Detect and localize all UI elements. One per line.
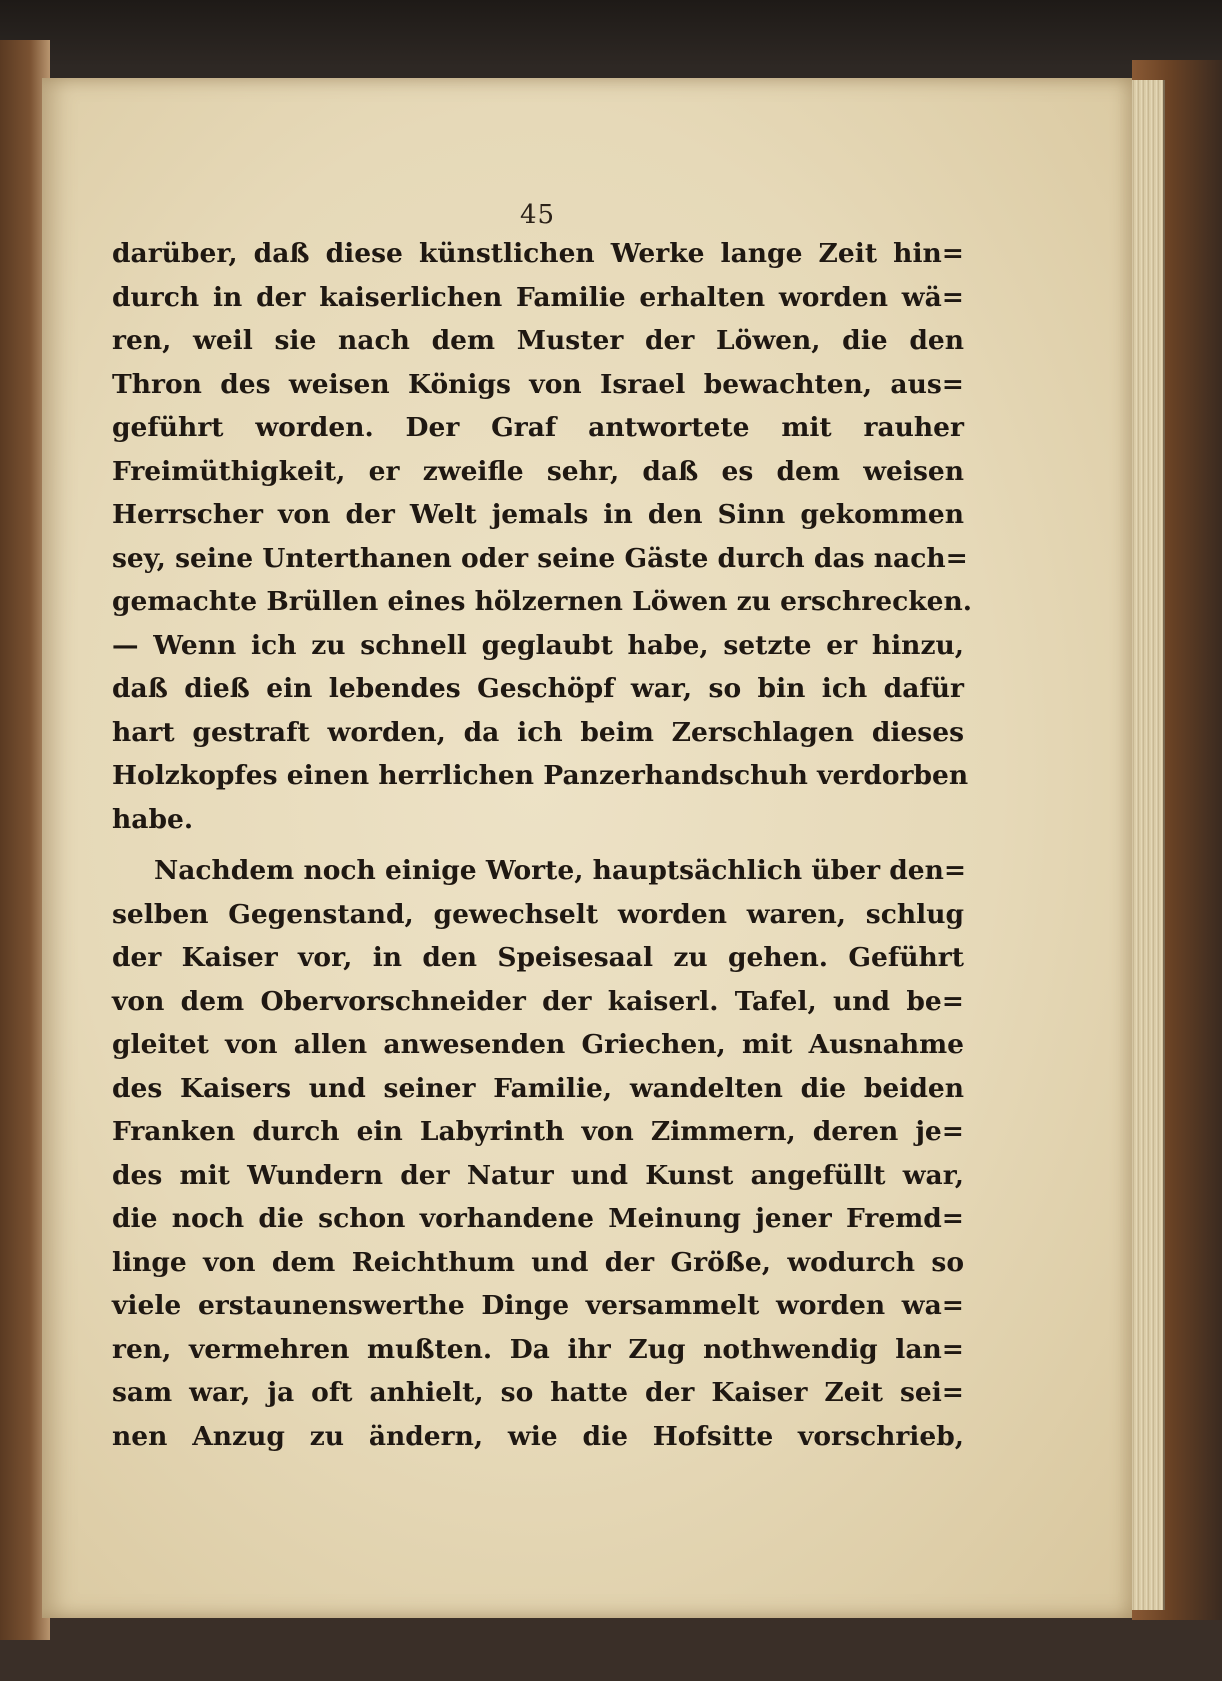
text-line: ren, weil sie nach dem Muster der Löwen, die den [112,325,964,356]
text-line: Holzkopfes einen herrlichen Panzerhandschuh verdorben [112,760,969,791]
text-line: von dem Obervorschneider der kaiserl. Tafel, und be= [112,985,964,1017]
text-line: durch in der kaiserlichen Familie erhalten worden wä= [112,281,964,313]
text-line: habe. [112,803,194,835]
text-line: Nachdem noch einige Worte, hauptsächlich über den= [154,855,967,886]
text-line: des mit Wundern der Natur und Kunst angefüllt war, [112,1159,964,1191]
paragraph-2 [112,849,967,1458]
text-line: sey, seine Unterthanen oder seine Gäste durch das nach= [112,542,968,574]
text-line: Franken durch ein Labyrinth von Zimmern, deren je= [112,1116,964,1147]
text-line: darüber, daß diese künstlichen Werke lange Zeit hin= [112,238,964,269]
text-line: des Kaisers und seiner Familie, wandelten die beiden [112,1072,964,1104]
text-line: der Kaiser vor, in den Speisesaal zu gehen. Geführt [112,942,964,973]
text-line: hart gestraft worden, da ich beim Zerschlagen dieses [112,716,964,748]
text-line: die noch die schon vorhandene Meinung jener Fremd= [112,1203,964,1234]
page-number: 45 [520,200,556,230]
text-line: selben Gegenstand, gewechselt worden waren, schlug [112,898,964,930]
text-line: sam war, ja oft anhielt, so hatte der Kaiser Zeit sei= [112,1377,964,1408]
text-line: geführt worden. Der Graf antwortete mit rauher [112,412,964,443]
text-line: gemachte Brüllen eines hölzernen Löwen zu erschrecken. [112,586,972,617]
text-line: linge von dem Reichthum und der Größe, wodurch so [112,1246,964,1278]
text-line: Herrscher von der Welt jemals in den Sinn gekommen [112,499,964,530]
text-line: viele erstaunenswerthe Dinge versammelt worden wa= [112,1290,964,1321]
text-line: ren, vermehren mußten. Da ihr Zug nothwendig lan= [112,1333,964,1365]
page-text [112,232,972,1458]
text-line: gleitet von allen anwesenden Griechen, mit Ausnahme [112,1029,964,1060]
text-line: — Wenn ich zu schnell geglaubt habe, setzte er hinzu, [112,629,964,661]
paragraph-1 [112,232,972,841]
text-line: daß dieß ein lebendes Geschöpf war, so bin ich dafür [112,673,964,704]
text-line: Freimüthigkeit, er zweifle sehr, daß es dem weisen [112,455,964,487]
paragraph-gap [112,841,964,849]
text-line: nen Anzug zu ändern, wie die Hofsitte vorschrieb, [112,1420,964,1452]
text-line: Thron des weisen Königs von Israel bewachten, aus= [112,368,964,400]
